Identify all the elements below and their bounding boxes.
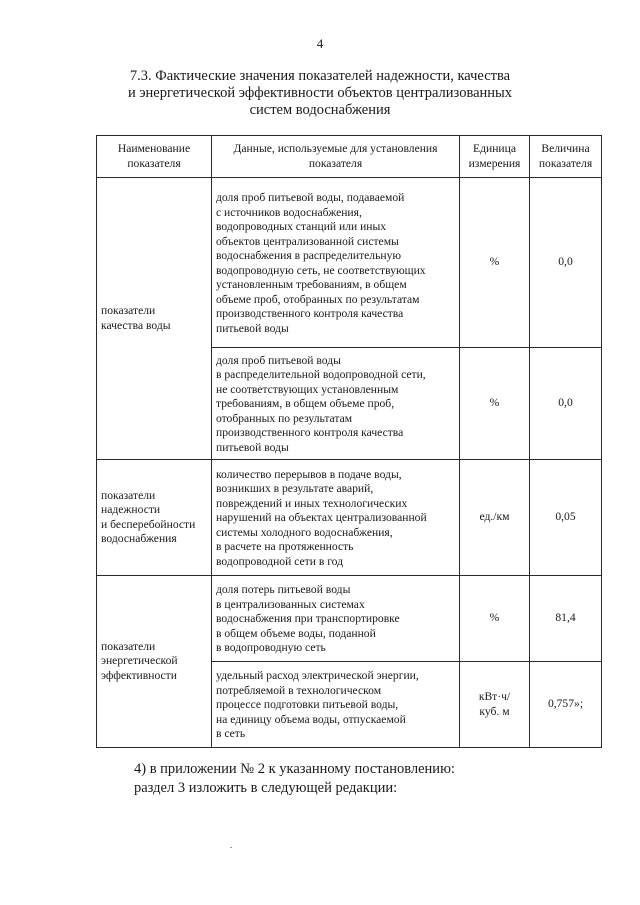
table-row [97,178,602,348]
data-cell: количество перерывов в подаче воды, возникших в результате аварий, повреждений и иных технологических нарушений на объектах централизованной системы холодного водоснабжения, в расчете на протяженность водопроводной сети в год [212,460,460,576]
data-cell: доля потерь питьевой воды в централизованных системах водоснабжения при транспортировке в общем объеме воды, поданной в водопроводную сеть [212,576,460,662]
header-unit: Единица измерения [460,136,530,178]
amendment-line: раздел 3 изложить в следующей редакции: [134,780,398,796]
value-cell: 0,05 [530,460,602,576]
amendment-line: 4) в приложении № 2 к указанному постановлению: [134,761,455,777]
scan-speck [230,847,232,848]
category-water-quality: показатели качества воды [97,178,212,460]
category-reliability: показатели надежности и бесперебойности водоснабжения [97,460,212,576]
value-cell: 0,757»; [530,662,602,748]
table-row [97,460,602,576]
heading-line: систем водоснабжения [249,102,391,118]
page-number: 4 [316,36,324,51]
value-cell: 0,0 [530,348,602,460]
unit-cell: ед./км [460,460,530,576]
indicators-table [96,135,602,748]
section-heading [60,68,580,119]
unit-cell: % [460,348,530,460]
heading-line: и энергетической эффективности объектов централизованных [127,85,513,101]
data-cell: удельный расход электрической энергии, потребляемой в технологическом процессе подготовки питьевой воды, на единицу объема воды, отпускаемой в сеть [212,662,460,748]
table-header-row [97,136,602,178]
unit-cell: % [460,576,530,662]
header-value: Величина показателя [530,136,602,178]
data-cell: доля проб питьевой воды, подаваемой с источников водоснабжения, водопроводных станций или иных объектов централизованной системы водоснабжения в распределительную водопроводную сеть, не соответствующих установленным требованиям, в общем объеме проб, отобранных по результатам производственного контроля качества питьевой воды [212,178,460,348]
data-cell: доля проб питьевой воды в распределительной водопроводной сети, не соответствующих установленным требованиям, в общем объеме проб, отобранных по результатам производственного контроля качества питьевой воды [212,348,460,460]
table-row [97,576,602,662]
unit-cell: кВт·ч/ куб. м [460,662,530,748]
header-data: Данные, используемые для установления показателя [212,136,460,178]
value-cell: 0,0 [530,178,602,348]
header-name: Наименование показателя [97,136,212,178]
value-cell: 81,4 [530,576,602,662]
category-energy-efficiency: показатели энергетической эффективности [97,576,212,748]
amendment-text [134,760,455,798]
heading-line: 7.3. Фактические значения показателей надежности, качества [129,68,511,84]
unit-cell: % [460,178,530,348]
